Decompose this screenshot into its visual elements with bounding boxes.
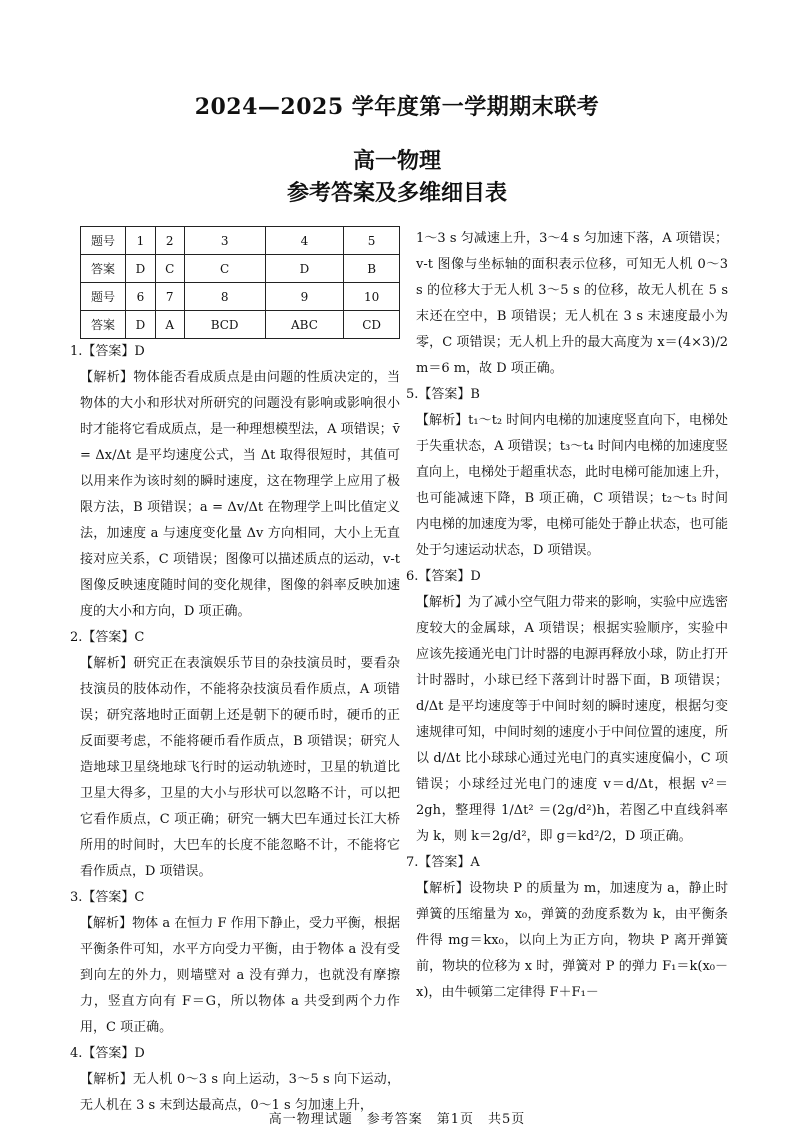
question-answer-heading: 3.【答案】C [70, 890, 145, 905]
answer-table-cell: C [155, 255, 184, 283]
answer-table-cell: D [265, 255, 343, 283]
answer-table-row [81, 255, 400, 283]
question-answer-heading: 7.【答案】A [406, 855, 480, 870]
answer-table-cell: 答案 [81, 255, 126, 283]
answer-table-cell: 9 [265, 283, 343, 311]
question-explanation: 【解析】t₁～t₂ 时间内电梯的加速度竖直向下，电梯处于失重状态，A 项错误；t₃～t₄ 时间内电梯的加速度竖直向上，电梯处于超重状态，此时电梯可能加速上升，也可能减速下降，B 项正确，C 项错误；t₂～t₃ 时间内电梯的加速度为零，电梯可能处于静止状态，也可能处于匀速运动状态，D 项错误。 [416, 413, 729, 558]
answer-table-cell: ABC [265, 311, 343, 339]
question-answer-heading: 2.【答案】C [70, 630, 145, 645]
question-answer-heading: 1.【答案】D [70, 344, 145, 359]
answer-table-cell: 5 [344, 227, 400, 255]
left-column [70, 226, 400, 1119]
question-explanation: 【解析】设物块 P 的质量为 m，加速度为 a，静止时弹簧的压缩量为 x₀，弹簧的劲度系数为 k，由平衡条件得 mg＝kx₀，以向上为正方向，物块 P 离开弹簧前，物块的位移为 x 时，弹簧对 P 的弹力 F₁＝k(x₀－x)，由牛顿第二定律得 F＋F₁－ [416, 881, 728, 1000]
answer-table-row [81, 311, 400, 339]
right-column [406, 226, 728, 1006]
answer-table-cell: 3 [184, 227, 265, 255]
question-explanation: 【解析】为了减小空气阻力带来的影响，实验中应选密度较大的金属球，A 项错误；根据实验顺序，实验中应该先接通光电门计时器的电源再释放小球，防止打开计时器时，小球已经下落到计时器下面，B 项错误；d/Δt 是平均速度等于中间时刻的瞬时速度，根据匀变速规律可知，中间时刻的速度小于中间位置的速度，所以 d/Δt 比小球球心通过光电门的真实速度偏小，C 项错误；小球经过光电门的速度 v＝d/Δt，根据 v²＝2gh，整理得 1/Δt² ＝(2g/d²)h，若图乙中直线斜率为 k，则 k＝2g/d²，即 g＝kd²/2，D 项正确。 [416, 595, 729, 844]
answer-table-cell: 6 [126, 283, 156, 311]
answer-table-row [81, 283, 400, 311]
answer-table-row [81, 227, 400, 255]
answer-table [80, 226, 400, 339]
question-explanation: 【解析】无人机 0～3 s 向上运动，3～5 s 向下运动，无人机在 3 s 末到达最高点，0～1 s 匀加速上升， [80, 1072, 400, 1113]
answer-table-cell: 答案 [81, 311, 126, 339]
document-title: 参考答案及多维细目表 [286, 180, 507, 206]
left-answers [70, 339, 400, 1119]
question-answer-heading: 5.【答案】B [406, 387, 480, 402]
answer-table-cell: 题号 [81, 227, 126, 255]
answer-table-cell: 题号 [81, 283, 126, 311]
right-answers [406, 226, 728, 1006]
question-explanation: 【解析】物体 a 在恒力 F 作用下静止，受力平衡，根据平衡条件可知，水平方向受力平衡，由于物体 a 没有受到向左的外力，则墙壁对 a 没有弹力，也就没有摩擦力，竖直方向有 F＝G，所以物体 a 共受到两个力作用，C 项正确。 [80, 916, 400, 1035]
subject-title: 高一物理 [352, 148, 441, 174]
question-answer-heading: 4.【答案】D [70, 1046, 145, 1061]
question-explanation: 【解析】研究正在表演娱乐节目的杂技演员时，要看杂技演员的肢体动作，不能将杂技演员看作质点，A 项错误；研究落地时正面朝上还是朝下的硬币时，硬币的正反面要考虑，不能将硬币看作质点，B 项错误；研究人造地球卫星绕地球飞行时的运动轨迹时，卫星的轨道比卫星大得多，卫星的大小与形状可以忽略不计，可以把它看作质点，C 项正确；研究一辆大巴车通过长江大桥所用的时间时，大巴车的长度不能忽略不计，不能将它看作质点，D 项错误。 [80, 656, 400, 879]
question-explanation: 1～3 s 匀减速上升，3～4 s 匀加速下落，A 项错误；v-t 图像与坐标轴的面积表示位移，可知无人机 0～3 s 的位移大于无人机 3～5 s 的位移，故无人机在 5 s 末还在空中，B 项错误；无人机在 3 s 末速度最小为零，C 项错误；无人机上升的最大高度为 x＝(4×3)/2 m＝6 m，故 D 项正确。 [416, 231, 728, 376]
answer-table-cell: C [184, 255, 265, 283]
question-explanation: 【解析】物体能否看成质点是由问题的性质决定的，当物体的大小和形状对所研究的问题没有影响或影响很小时才能将它看成质点，是一种理想模型法，A 项错误；v̄ = Δx/Δt 是平均速度公式，当 Δt 取得很短时，其值可以用来作为该时刻的瞬时速度，这在物理学上应用了极限方法，B 项错误；a = Δv/Δt 在物理学上叫比值定义法，加速度 a 与速度变化量 Δv 方向相同，大小上无直接对应关系，C 项错误；图像可以描述质点的运动，v-t 图像反映速度随时间的变化规律，图像的斜率反映加速度的大小和方向，D 项正确。 [80, 370, 400, 619]
answer-table-cell: B [344, 255, 400, 283]
question-answer-heading: 6.【答案】D [406, 569, 481, 584]
answer-table-cell: A [155, 311, 184, 339]
answer-table-cell: D [126, 311, 156, 339]
answer-table-cell: 4 [265, 227, 343, 255]
answer-table-cell: 1 [126, 227, 156, 255]
answer-table-cell: 7 [155, 283, 184, 311]
page-footer: 高一物理试题 参考答案 第1页 共5页 [268, 1112, 526, 1127]
answer-table-cell: BCD [184, 311, 265, 339]
answer-table-cell: 10 [344, 283, 400, 311]
answer-table-cell: D [126, 255, 156, 283]
answer-table-cell: 8 [184, 283, 265, 311]
answer-table-cell: 2 [155, 227, 184, 255]
answer-table-cell: CD [344, 311, 400, 339]
exam-title: 2024—2025 学年度第一学期期末联考 [194, 94, 600, 120]
